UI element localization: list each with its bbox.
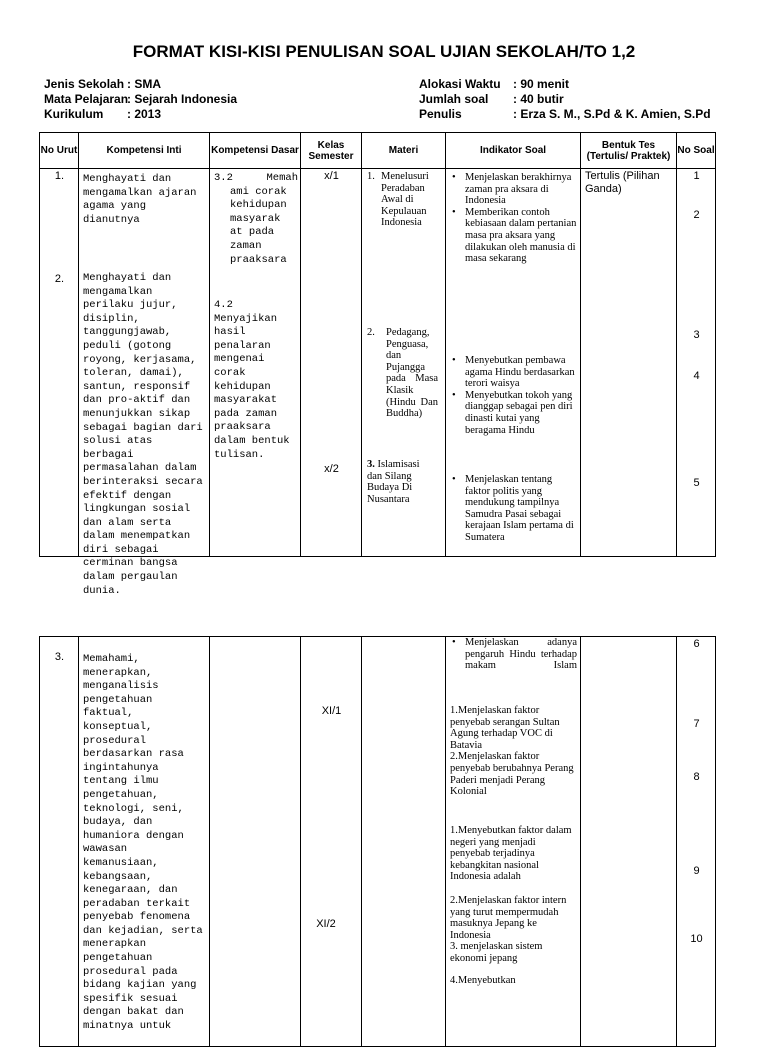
header-kompetensi-dasar: Kompetensi Dasar	[210, 133, 301, 169]
no-soal-7: 7	[693, 718, 700, 730]
no-urut-3: 3.	[54, 651, 65, 663]
no-soal-3: 3	[693, 329, 700, 341]
meta-left	[44, 77, 237, 122]
no-urut-1: 1.	[54, 170, 65, 182]
indikator-item: 2.Menjelaskan faktor intern yang turut mempermudah masuknya Jepang ke Indonesia	[450, 894, 567, 941]
indikator-item: 4.Menyebutkan	[450, 974, 516, 986]
no-urut-2: 2.	[54, 273, 65, 285]
materi-1: 1. Menelusuri Peradaban Awal di Kepulauan Indonesia	[367, 171, 429, 229]
meta-jumlah-soal: Jumlah soal : 40 butir	[419, 92, 564, 106]
no-soal-9: 9	[693, 865, 700, 877]
kompetensi-inti-2: Menghayati dan mengamalkan perilaku jujur, disiplin, tanggungjawab, peduli (gotong royong, kerjasama, toleran, damai), santun, responsif dan pro-aktif dan menunjukkan sikap sebagai bagian dari solusi atas berbagai permasalahan dalam berinteraksi secara efektif dengan lingkungan sosial dan alam serta dalam menempatkan diri sebagai cerminan bangsa dalam pergaulan dunia.	[83, 272, 203, 597]
header-bentuk-tes: Bentuk Tes (Tertulis/ Praktek)	[581, 133, 677, 169]
bentuk-tes-value: Tertulis (Pilihan Ganda)	[585, 170, 660, 195]
kisi-kisi-table-1	[39, 132, 716, 597]
materi-2: 2. Pedagang, Penguasa, dan Pujangga pada Masa Klasik (Hindu Dan Buddha)	[367, 327, 438, 420]
no-soal-4: 4	[693, 370, 700, 382]
materi-3: 3. Islamisasi dan Silang Budaya Di Nusantara	[367, 459, 420, 505]
indikator-item: • Menjelaskan adanya pengaruh Hindu terhadap makam Islam	[446, 637, 577, 672]
meta-penulis: Penulis : Erza S. M., S.Pd & K. Amien, S.Pd	[419, 107, 711, 121]
indikator-item: • Menyebutkan pembawa agama Hindu berdasarkan terori waisya	[446, 355, 577, 390]
indikator-item: • Menjelaskan tentang faktor politis yang mendukung tampilnya Samudra Pasai sebagai kerajaan Islam pertama di Sumatera	[446, 474, 577, 544]
kelas-x1: x/1	[324, 170, 339, 182]
indikator-list-b	[446, 355, 577, 436]
table-header-row	[40, 133, 716, 169]
indikator-item: 2.Menjelaskan faktor penyebab berubahnya Perang Paderi menjadi Perang Kolonial	[450, 751, 574, 798]
indikator-group-e	[450, 705, 576, 798]
indikator-item: • Memberikan contoh kebiasaan dalam pertanian masa pra aksara yang dilakukan oleh manusia di masa sekarang	[446, 207, 577, 265]
header-kompetensi-inti: Kompetensi Inti	[79, 133, 210, 169]
meta-jenis-sekolah: Jenis Sekolah : SMA	[44, 77, 161, 91]
header-no-soal: No Soal	[677, 133, 716, 169]
header-no-urut: No Urut	[40, 133, 79, 169]
no-soal-2: 2	[693, 209, 700, 221]
indikator-item: 1.Menjelaskan faktor penyebab serangan Sultan Agung terhadap VOC di Batavia	[450, 705, 560, 751]
kisi-kisi-table-2	[39, 636, 716, 1047]
kompetensi-dasar-4-2: 4.2 Menyajikan hasil penalaran mengenai corak kehidupan masyarakat pada zaman praaksara dalam bentuk tulisan.	[214, 299, 290, 461]
kompetensi-dasar-3-2: 3.2 Memah ami corak kehidupan masyarak at pada zaman praaksara	[214, 172, 298, 266]
kelas-xi2: XI/2	[316, 918, 336, 930]
indikator-list-c	[446, 474, 577, 544]
no-soal-10: 10	[690, 933, 703, 945]
kelas-xi1: XI/1	[321, 705, 342, 717]
no-soal-5: 5	[693, 477, 700, 489]
meta-alokasi-waktu: Alokasi Waktu : 90 menit	[419, 77, 570, 91]
meta-mata-pelajaran: Mata Pelajaran: Sejarah Indonesia	[44, 92, 238, 106]
header-kelas-semester: Kelas Semester	[301, 133, 362, 169]
indikator-item: • Menyebutkan tokoh yang dianggap sebagai pen diri dinasti kutai yang beragama Hindu	[446, 390, 577, 436]
header-indikator-soal: Indikator Soal	[446, 133, 581, 169]
kompetensi-inti-1: Menghayati dan mengamalkan ajaran agama yang dianutnya	[83, 173, 197, 226]
indikator-group-f	[450, 825, 576, 986]
indikator-item: 1.Menyebutkan faktor dalam negeri yang menjadi penyebab terjadinya kebangkitan nasional Indonesia adalah	[450, 825, 572, 883]
no-soal-8: 8	[693, 771, 700, 783]
meta-right	[419, 77, 711, 122]
kelas-x2: x/2	[324, 463, 339, 475]
indikator-item: 3. menjelaskan sistem ekonomi jepang	[450, 941, 543, 964]
no-soal-6: 6	[693, 638, 700, 650]
table-row	[40, 637, 716, 1047]
indikator-list-d	[446, 637, 577, 672]
page-title: FORMAT KISI-KISI PENULISAN SOAL UJIAN SEKOLAH/TO 1,2	[132, 42, 636, 61]
indikator-list-a	[446, 172, 577, 265]
table-row	[40, 169, 716, 557]
kompetensi-inti-3: Memahami, menerapkan, menganalisis pengetahuan faktual, konseptual, prosedural berdasarkan rasa ingintahunya tentang ilmu pengetahuan, teknologi, seni, budaya, dan humaniora dengan wawasan kemanusiaan, kebangsaan, kenegaraan, dan peradaban terkait penyebab fenomena dan kejadian, serta menerapkan pengetahuan prosedural pada bidang kajian yang spesifik sesuai dengan bakat dan minatnya untuk	[83, 653, 203, 1033]
indikator-item: • Menjelaskan berakhirnya zaman pra aksara di Indonesia	[446, 172, 577, 207]
meta-kurikulum: Kurikulum : 2013	[44, 107, 162, 121]
no-soal-1: 1	[693, 170, 700, 182]
header-materi: Materi	[362, 133, 446, 169]
